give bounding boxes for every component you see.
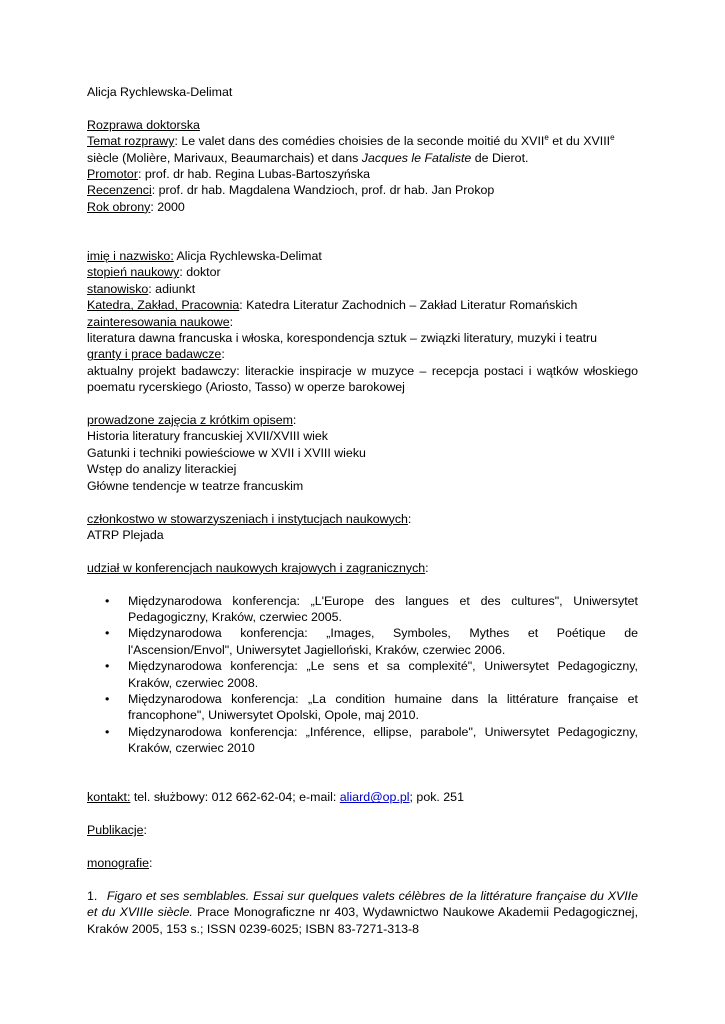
monographs-label: monografie: [87, 855, 153, 870]
email-link[interactable]: aliard@op.pl [339, 790, 410, 805]
thesis-topic: Temat rozprawy: Le valet dans des comédies choisies de la seconde moitié du XVIIe et du XVIIIe siècle (Molière, Marivaux, Beaumarchais) et dans Jacques le Fataliste de Dierot. [87, 133, 615, 165]
profile-position: stanowisko: adiunkt [87, 281, 196, 296]
courses-label: prowadzone zajęcia z krótkim opisem: [87, 413, 297, 428]
list-item: • Międzynarodowa konferencja: „Inférence, ellipse, parabole", Uniwersytet Pedagogiczny, Kraków, czerwiec 2010 [105, 724, 638, 756]
list-item: • Międzynarodowa konferencja: „Images, Symboles, Mythes et Poétique de l'Ascension/Envol", Uniwersytet Jagielloński, Kraków, czerwiec 2006. [105, 626, 638, 657]
thesis-reviewers: Recenzenci: prof. dr hab. Magdalena Wandzioch, prof. dr hab. Jan Prokop [87, 183, 495, 198]
conferences-label: udział w konferencjach naukowych krajowych i zagranicznych: [87, 560, 429, 575]
thesis-heading: Rozprawa doktorska [87, 117, 200, 132]
profile-name: imię i nazwisko: Alicja Rychlewska-Delimat [87, 249, 322, 264]
author-name: Alicja Rychlewska-Delimat [87, 85, 233, 99]
course-item: Wstęp do analizy literackiej [87, 462, 237, 477]
list-item: • Międzynarodowa konferencja: „Le sens et sa complexité", Uniwersytet Pedagogiczny, Kraków, czerwiec 2008. [105, 659, 638, 690]
document-page [87, 84, 638, 937]
profile-grants-value: aktualny projekt badawczy: literackie inspiracje w muzyce – recepcja postaci i wątków włoskiego poematu rycerskiego (Ariosto, Tasso) w operze barokowej [87, 363, 638, 395]
profile-interests-label: zainteresowania naukowe: [87, 314, 234, 329]
topic-label: Temat rozprawy [87, 134, 175, 149]
profile-grants-label: granty i prace badawcze: [87, 347, 225, 362]
thesis-year: Rok obrony: 2000 [87, 199, 185, 214]
conference-list [87, 593, 638, 757]
publications-label: Publikacje: [87, 823, 147, 838]
contact-line: kontakt: tel. służbowy: 012 662-62-04; e-mail: aliard@op.pl; pok. 251 [87, 790, 464, 805]
profile-interests-value: literatura dawna francuska i włoska, korespondencja sztuk – związki literatury, muzyki i teatru [87, 331, 598, 346]
course-item: Historia literatury francuskiej XVII/XVIII wiek [87, 429, 329, 444]
thesis-promotor: Promotor: prof. dr hab. Regina Lubas-Bartoszyńska [87, 167, 371, 182]
profile-degree: stopień naukowy: doktor [87, 265, 221, 280]
membership-label: członkostwo w stowarzyszeniach i instytucjach naukowych: [87, 511, 412, 526]
monograph-item: 1. Figaro et ses semblables. Essai sur quelques valets célèbres de la littérature française du XVIIe et du XVIIIe siècle. Prace Monograficzne nr 403, Wydawnictwo Naukowe Akademii Pedagogicznej, Kraków 2005, 153 s.; ISSN 0239-6025; ISBN 83-7271-313-8 [87, 888, 639, 936]
course-item: Gatunki i techniki powieściowe w XVII i XVIII wieku [87, 445, 366, 460]
course-item: Główne tendencje w teatrze francuskim [87, 478, 304, 493]
list-item: • Międzynarodowa konferencja: „L'Europe des langues et des cultures", Uniwersytet Pedagogiczny, Kraków, czerwiec 2005. [105, 593, 638, 624]
membership-value: ATRP Plejada [87, 527, 164, 542]
list-item: • Międzynarodowa konferencja: „La condition humaine dans la littérature française et francophone", Uniwersytet Opolski, Opole, maj 2010. [105, 691, 638, 723]
profile-department: Katedra, Zakład, Pracownia: Katedra Literatur Zachodnich – Zakład Literatur Romańskich [87, 298, 578, 313]
